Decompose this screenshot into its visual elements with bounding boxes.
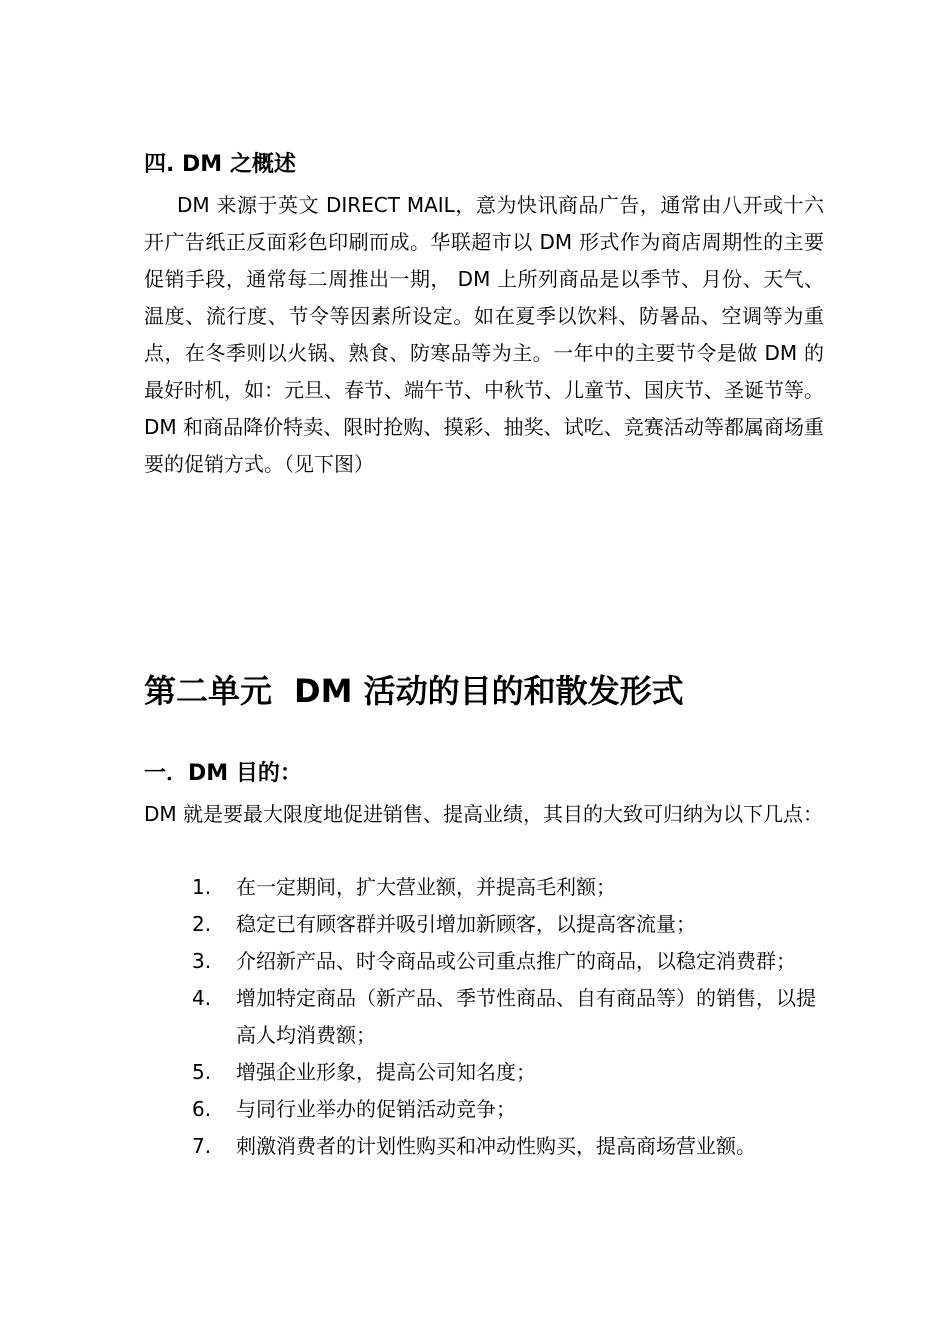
list-item — [144, 1054, 824, 1091]
list-item — [144, 869, 824, 906]
purpose-intro-paragraph: DM 就是要最大限度地促进销售、提高业绩，其目的大致可归纳为以下几点： — [144, 802, 824, 826]
list-item-text: 介绍新产品、时令商品或公司重点推广的商品，以稳定消费群； — [236, 949, 796, 973]
list-item-text: 增加特定商品（新产品、季节性商品、自有商品等）的销售，以提高人均消费额； — [236, 986, 816, 1047]
list-item-number: 5. — [192, 1060, 212, 1084]
section-heading: 四. DM 之概述 — [144, 152, 296, 177]
list-item — [144, 1128, 824, 1165]
list-item-number: 3. — [192, 949, 212, 973]
dm-overview-paragraph: DM 来源于英文 DIRECT MAIL，意为快讯商品广告，通常由八开或十六开广告纸正反面彩色印刷而成。华联超市以 DM 形式作为商店周期性的主要促销手段，通常每二周推出一期， DM 上所列商品是以季节、月份、天气、温度、流行度、节令等因素所设定。如在夏季以饮料、防暑品、空调等为重点，在冬季则以火锅、熟食、防寒品等为主。一年中的主要节令是做 DM 的最好时机，如：元旦、春节、端午节、中秋节、儿童节、国庆节、圣诞节等。DM 和商品降价特卖、限时抢购、摸彩、抽奖、试吃、竞赛活动等都属商场重要的促销方式。（见下图） — [144, 193, 824, 476]
unit-title-text: DM 活动的目的和散发形式 — [294, 672, 684, 710]
list-item — [144, 1091, 824, 1128]
list-item-number: 2. — [192, 912, 212, 936]
purpose-heading-label: 一．DM 目的 — [144, 761, 280, 786]
list-item-text: 在一定期间，扩大营业额，并提高毛利额； — [236, 875, 616, 899]
list-item-text: 刺激消费者的计划性购买和冲动性购买，提高商场营业额。 — [236, 1134, 756, 1158]
unit-title-number: 第二单元 — [144, 672, 273, 710]
list-item-text: 稳定已有顾客群并吸引增加新顾客，以提高客流量； — [236, 912, 696, 936]
purpose-heading — [144, 757, 302, 791]
purpose-heading-colon: ： — [279, 761, 302, 786]
unit-title — [144, 668, 684, 714]
list-item — [144, 906, 824, 943]
list-item-number: 6. — [192, 1097, 212, 1121]
list-item — [144, 943, 824, 980]
list-item-number: 1. — [192, 875, 212, 899]
list-item — [144, 980, 824, 1054]
list-item-number: 7. — [192, 1134, 212, 1158]
purpose-list — [144, 869, 824, 1165]
list-item-number: 4. — [192, 986, 212, 1010]
list-item-text: 与同行业举办的促销活动竞争； — [236, 1097, 516, 1121]
list-item-text: 增强企业形象，提高公司知名度； — [236, 1060, 536, 1084]
